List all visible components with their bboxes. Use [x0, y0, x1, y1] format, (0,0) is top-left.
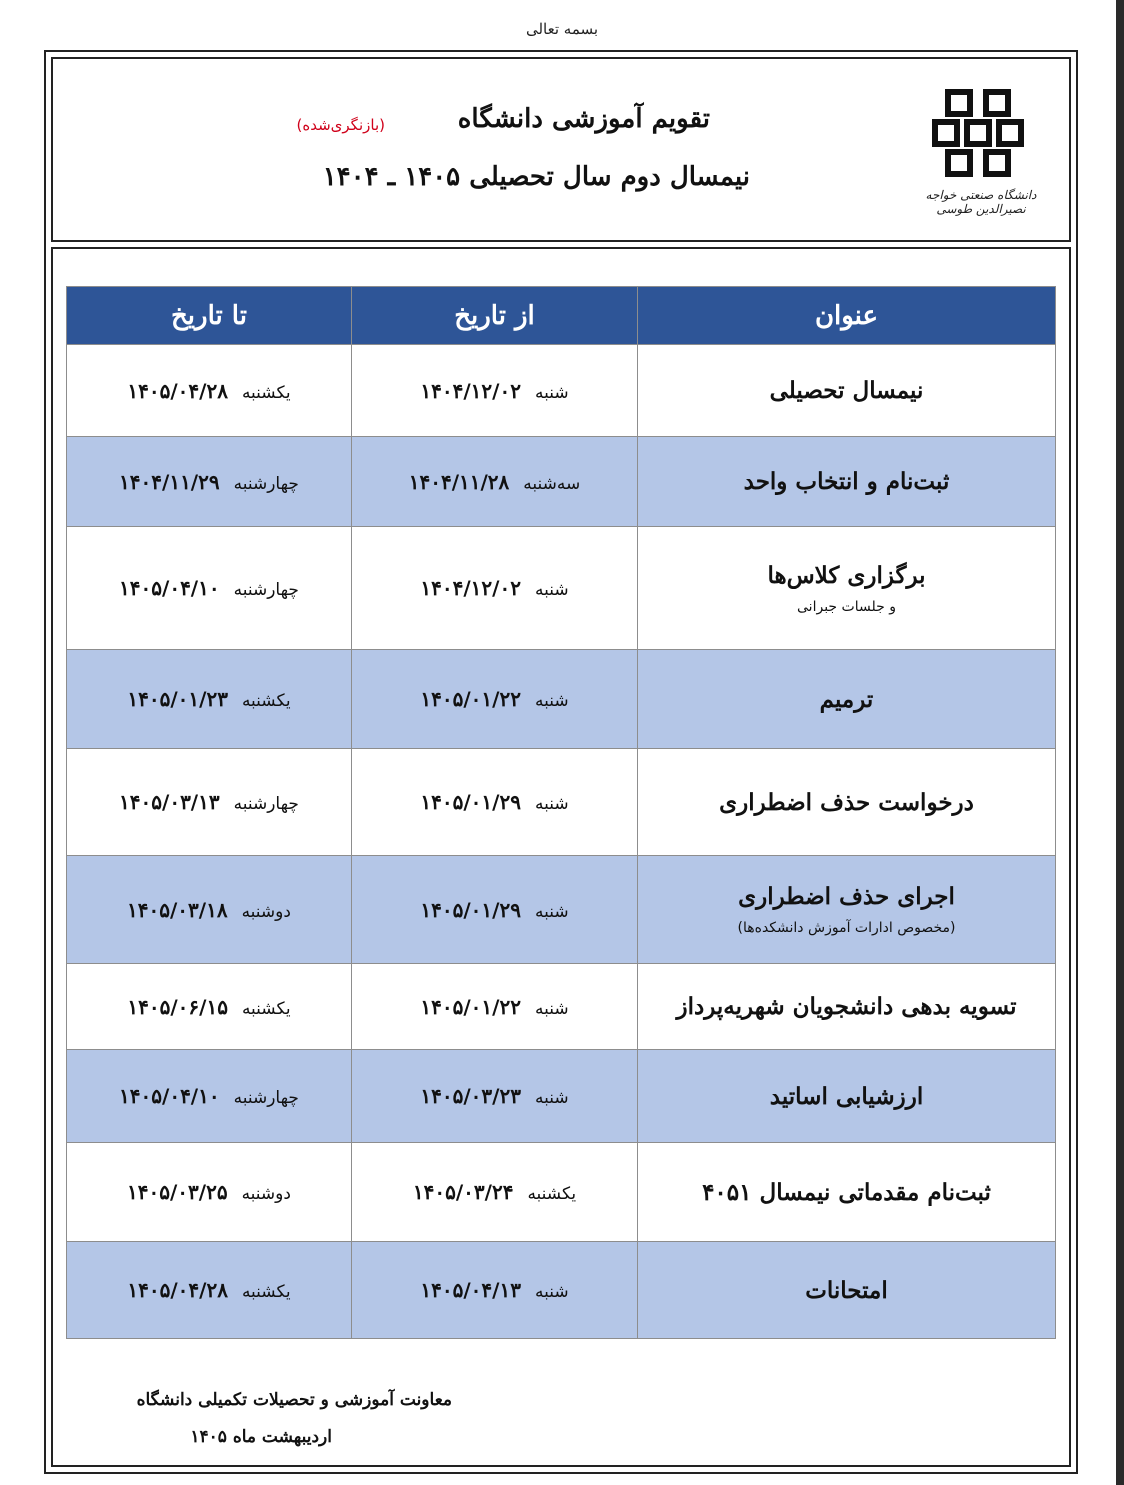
column-header-title: عنوان: [638, 287, 1056, 345]
table-row: [67, 1143, 1056, 1242]
from-day: شنبه: [534, 382, 569, 403]
row-title-cell: [638, 437, 1056, 527]
to-date-cell: [67, 437, 352, 527]
bismillah: بسمه تعالی: [525, 20, 599, 38]
row-title: ثبت‌نام مقدماتی نیمسال ۴۰۵۱: [702, 1178, 991, 1206]
to-date: ۱۴۰۴/۱۱/۲۹: [119, 469, 220, 494]
to-date: ۱۴۰۵/۰۳/۱۸: [127, 897, 228, 922]
to-day: یکشنبه: [241, 382, 291, 403]
to-date-cell: [67, 749, 352, 856]
row-title-cell: [638, 964, 1056, 1050]
from-date-cell: [352, 1050, 638, 1143]
from-day: شنبه: [534, 794, 569, 814]
from-date: ۱۴۰۴/۱۲/۰۲: [420, 378, 521, 403]
viewer-edge: [1116, 0, 1124, 1485]
row-title: اجرای حذف اضطراری: [738, 883, 955, 910]
table-header-row: [67, 287, 1056, 345]
row-title: امتحانات: [805, 1276, 888, 1304]
from-date-cell: [352, 1242, 638, 1339]
column-header-from: از تاریخ: [352, 287, 638, 345]
from-day: شنبه: [534, 901, 569, 922]
to-day: دوشنبه: [241, 1184, 291, 1204]
row-title: نیمسال تحصیلی: [769, 377, 924, 404]
row-title-cell: [638, 1143, 1056, 1242]
to-date-cell: [67, 856, 352, 964]
row-title-cell: [638, 1242, 1056, 1339]
table-row: [67, 527, 1056, 650]
to-date: ۱۴۰۵/۰۳/۲۵: [127, 1180, 228, 1204]
from-day: شنبه: [534, 998, 569, 1019]
to-date-cell: [67, 345, 352, 437]
row-title: تسویه بدهی دانشجویان شهریه‌پرداز: [676, 993, 1017, 1020]
to-day: یکشنبه: [241, 1282, 291, 1302]
from-day: شنبه: [534, 691, 569, 711]
table-row: [67, 749, 1056, 856]
to-day: چهارشنبه: [233, 1088, 299, 1108]
footer-date: اردیبهشت ماه ۱۴۰۵: [190, 1427, 332, 1447]
row-title-cell: [638, 345, 1056, 437]
row-title: برگزاری کلاس‌ها: [767, 561, 926, 589]
from-date-cell: [352, 527, 638, 650]
table-row: [67, 856, 1056, 964]
from-date-cell: [352, 856, 638, 964]
table-row: [67, 1242, 1056, 1339]
row-title-cell: [638, 856, 1056, 964]
to-date: ۱۴۰۵/۰۳/۱۳: [119, 790, 220, 814]
from-date: ۱۴۰۴/۱۱/۲۸: [408, 469, 510, 494]
to-date-cell: [67, 1242, 352, 1339]
from-date-cell: [352, 964, 638, 1050]
to-day: چهارشنبه: [233, 794, 299, 814]
from-date-cell: [352, 650, 638, 749]
from-date: ۱۴۰۵/۰۱/۲۲: [420, 994, 521, 1019]
row-title-cell: [638, 749, 1056, 856]
from-date: ۱۴۰۴/۱۲/۰۲: [420, 576, 521, 600]
header-divider: [51, 240, 1071, 249]
from-day: شنبه: [534, 1282, 569, 1302]
from-date: ۱۴۰۵/۰۳/۲۴: [412, 1180, 514, 1204]
from-day: سه‌شنبه: [523, 473, 581, 494]
table-row: [67, 650, 1056, 749]
from-date: ۱۴۰۵/۰۱/۲۹: [420, 790, 521, 814]
to-day: دوشنبه: [241, 901, 291, 922]
to-date: ۱۴۰۵/۰۶/۱۵: [127, 994, 228, 1019]
from-day: یکشنبه: [527, 1184, 577, 1204]
to-date-cell: [67, 1143, 352, 1242]
to-day: یکشنبه: [241, 998, 291, 1019]
to-date-cell: [67, 964, 352, 1050]
to-date-cell: [67, 527, 352, 650]
row-title: ارزشیابی اساتید: [769, 1082, 924, 1110]
row-title: ثبت‌نام و انتخاب واحد: [743, 468, 950, 495]
table-row: [67, 437, 1056, 527]
to-date: ۱۴۰۵/۰۴/۱۰: [119, 576, 220, 600]
from-date: ۱۴۰۵/۰۴/۱۳: [420, 1278, 521, 1302]
from-day: شنبه: [534, 1088, 569, 1108]
page-title: تقویم آموزشی دانشگاه: [457, 104, 710, 134]
table-row: [67, 345, 1056, 437]
table-row: [67, 1050, 1056, 1143]
row-subtitle: (مخصوص ادارات آموزش دانشکده‌ها): [737, 920, 956, 936]
footer-office: معاونت آموزشی و تحصیلات تکمیلی دانشگاه: [136, 1390, 452, 1410]
from-date: ۱۴۰۵/۰۱/۲۲: [420, 687, 521, 711]
from-date: ۱۴۰۵/۰۳/۲۳: [420, 1084, 521, 1108]
row-subtitle: و جلسات جبرانی: [797, 598, 896, 615]
to-day: چهارشنبه: [233, 580, 299, 600]
from-date: ۱۴۰۵/۰۱/۲۹: [420, 897, 521, 922]
university-logo-icon: [932, 88, 1024, 180]
from-date-cell: [352, 749, 638, 856]
to-day: چهارشنبه: [233, 473, 299, 494]
to-date: ۱۴۰۵/۰۴/۲۸: [127, 1278, 228, 1302]
row-title-cell: [638, 527, 1056, 650]
row-title: ترمیم: [819, 685, 874, 713]
page-subtitle: نیمسال دوم سال تحصیلی ۱۴۰۵ ـ ۱۴۰۴: [322, 162, 750, 192]
row-title-cell: [638, 1050, 1056, 1143]
from-date-cell: [352, 437, 638, 527]
table-row: [67, 964, 1056, 1050]
column-header-to: تا تاریخ: [67, 287, 352, 345]
to-date: ۱۴۰۵/۰۴/۲۸: [127, 378, 228, 403]
from-date-cell: [352, 345, 638, 437]
to-day: یکشنبه: [241, 691, 291, 711]
from-day: شنبه: [534, 580, 569, 600]
university-name-caption: دانشگاه صنعتی خواجه نصیرالدین طوسی: [925, 188, 1037, 216]
to-date: ۱۴۰۵/۰۱/۲۳: [127, 687, 228, 711]
row-title-cell: [638, 650, 1056, 749]
to-date-cell: [67, 1050, 352, 1143]
row-title: درخواست حذف اضطراری: [719, 788, 974, 816]
revised-note: (بازنگری‌شده): [296, 116, 385, 134]
from-date-cell: [352, 1143, 638, 1242]
academic-calendar-table: [66, 286, 1056, 1339]
to-date-cell: [67, 650, 352, 749]
to-date: ۱۴۰۵/۰۴/۱۰: [119, 1084, 220, 1108]
